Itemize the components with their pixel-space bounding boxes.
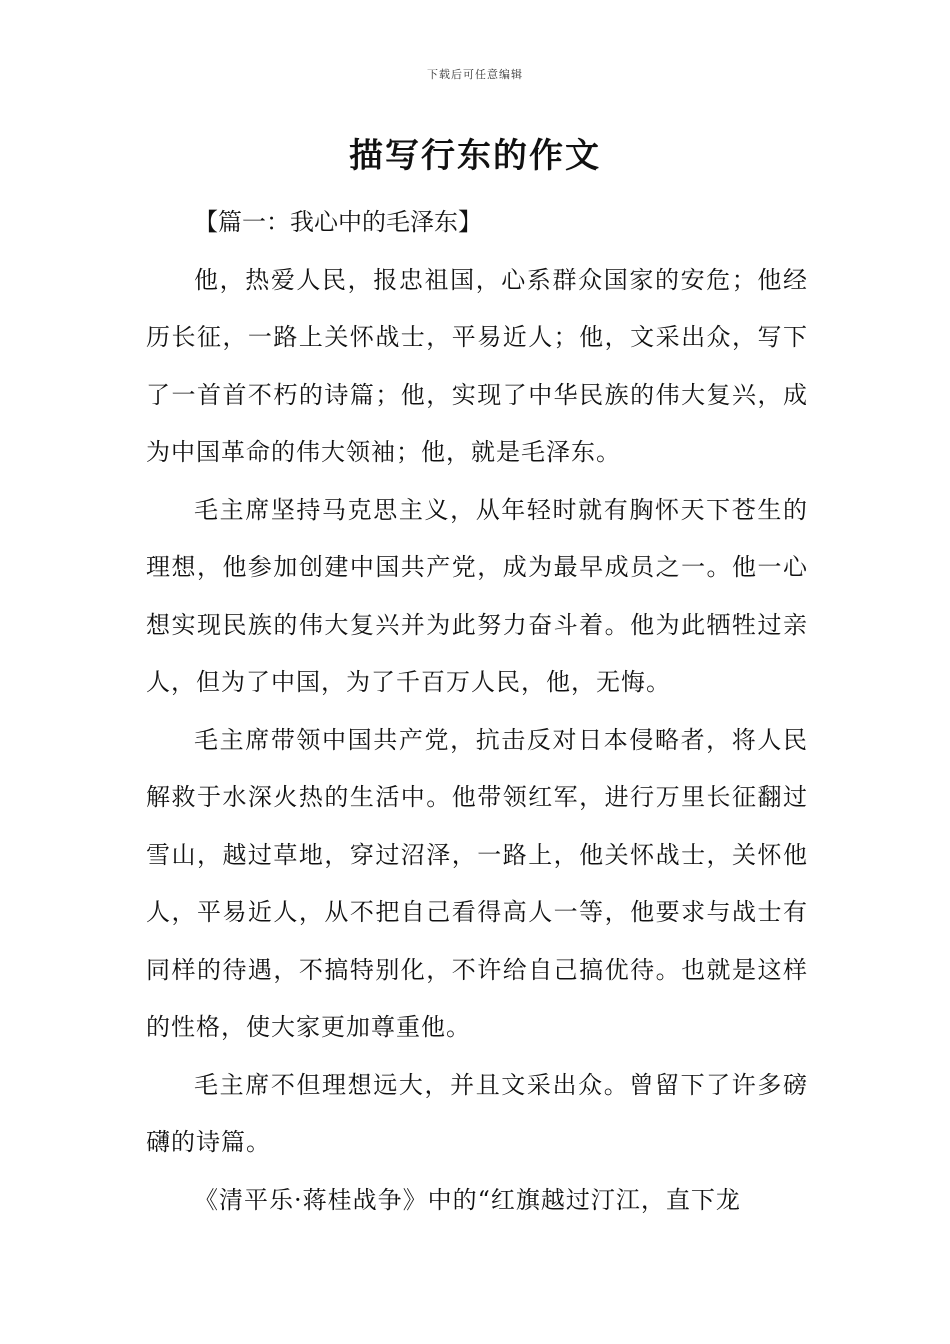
paragraph-3: 毛主席带领中国共产党，抗击反对日本侵略者，将人民解救于水深火热的生活中。他带领红军，进行万里长征翻过雪山，越过草地，穿过沼泽，一路上，他关怀战士，关怀他人，平易近人，从不把自己看得高人一等，他要求与战士有同样的待遇，不搞特别化，不许给自己搞优待。也就是这样的性格，使大家更加尊重他。 — [146, 725, 808, 1041]
paragraph-2: 毛主席坚持马克思主义，从年轻时就有胸怀天下苍生的理想，他参加创建中国共产党，成为最早成员之一。他一心想实现民族的伟大复兴并为此努力奋斗着。他为此牺牲过亲人，但为了中国，为了千百万人民，他，无悔。 — [146, 495, 808, 696]
document-title: 描写行东的作文 — [349, 136, 601, 176]
header-note: 下载后可任意编辑 — [427, 68, 523, 81]
paragraph-4: 毛主席不但理想远大，并且文采出众。曾留下了许多磅礴的诗篇。 — [146, 1070, 808, 1156]
paragraph-1: 他，热爱人民，报忠祖国，心系群众国家的安危；他经历长征，一路上关怀战士，平易近人；他，文采出众，写下了一首首不朽的诗篇；他，实现了中华民族的伟大复兴，成为中国革命的伟大领袖；他，就是毛泽东。 — [146, 265, 808, 466]
document-body — [146, 194, 808, 1229]
section-heading: 【篇一：我心中的毛泽东】 — [194, 208, 482, 236]
paragraph-5: 《清平乐·蒋桂战争》中的“红旗越过汀江，直下龙 — [194, 1185, 741, 1214]
